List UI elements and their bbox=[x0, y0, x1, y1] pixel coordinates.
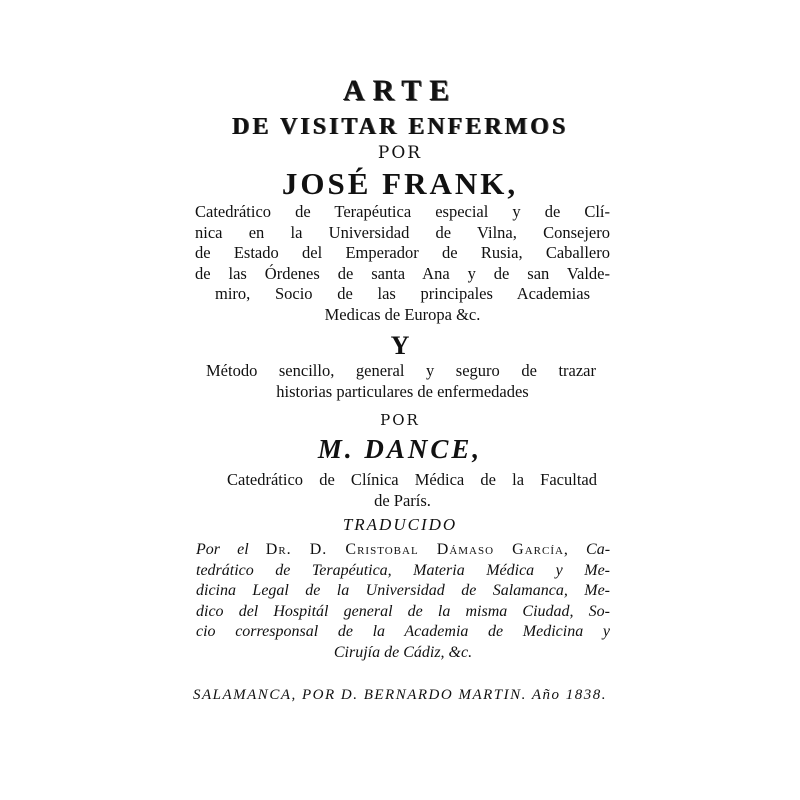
title-line-2: DE VISITAR ENFERMOS bbox=[231, 114, 569, 140]
translator-bio-line: tedrático de Terapéutica, Materia Médica y Me- bbox=[196, 561, 610, 579]
conjunction: Y bbox=[390, 331, 410, 360]
author-2-bio-line: de París. bbox=[374, 490, 431, 510]
translator-name: Dr. D. Cristobal Dámaso García, bbox=[265, 541, 569, 558]
author-1-bio-line: nica en la Universidad de Vilna, Consejero bbox=[195, 222, 610, 242]
subtitle-line: Método sencillo, general y seguro de trazar bbox=[206, 361, 596, 380]
author-1-bio-line: Catedrático de Terapéutica especial y de Clí- bbox=[195, 202, 610, 221]
author-2-bio-line: Catedrático de Clínica Médica de la Facultad bbox=[227, 470, 597, 489]
translator-line-1 bbox=[196, 540, 610, 561]
by-line-1: POR bbox=[377, 143, 423, 163]
author-1-bio-line: de las Órdenes de santa Ana y de san Valde- bbox=[195, 263, 610, 283]
by-line-2: POR bbox=[380, 411, 420, 429]
subtitle-line: historias particulares de enfermedades bbox=[276, 381, 529, 401]
author-2-name: M. DANCE, bbox=[317, 434, 483, 464]
translator-bio-line: dicina Legal de la Universidad de Salamanca, Me- bbox=[196, 582, 610, 599]
imprint: SALAMANCA, POR D. BERNARDO MARTIN. Año 1838. bbox=[192, 687, 608, 703]
translated-label: TRADUCIDO bbox=[342, 515, 458, 534]
author-1-name: JOSÉ FRANK, bbox=[281, 166, 519, 201]
author-1-bio-line: de Estado del Emperador de Rusia, Caballero bbox=[195, 243, 610, 262]
translator-bio-line: Cirujía de Cádiz, &c. bbox=[333, 643, 473, 661]
translator-bio-line: cio corresponsal de la Academia de Medicina y bbox=[196, 623, 610, 640]
title-line-1: ARTE bbox=[342, 74, 458, 107]
translator-line-1-end: Ca- bbox=[586, 541, 611, 558]
translator-intro: Por el bbox=[196, 541, 249, 558]
author-1-bio-line: miro, Socio de las principales Academias bbox=[215, 284, 590, 303]
translator-bio-line: dico del Hospitál general de la misma Ciudad, So- bbox=[196, 602, 610, 620]
author-1-bio-line: Medicas de Europa &c. bbox=[324, 304, 481, 324]
